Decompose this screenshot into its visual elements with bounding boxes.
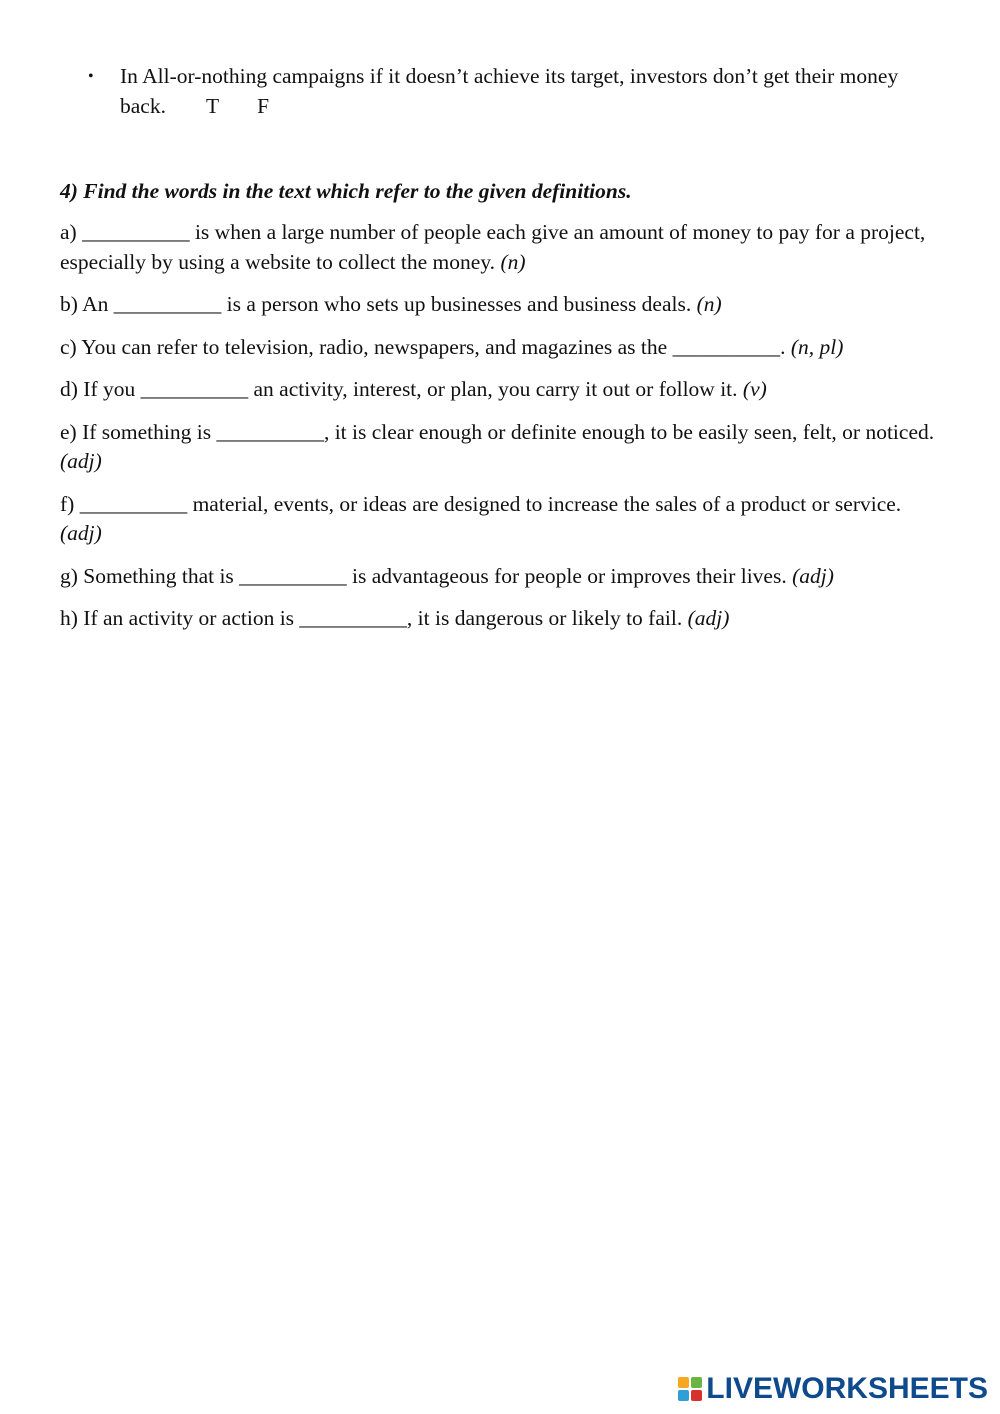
part-of-speech: (n) (500, 249, 526, 274)
true-false-statement: In All-or-nothing campaigns if it doesn’t achieve its target, investors don’t get their money back. (120, 64, 899, 118)
item-letter: c) (60, 334, 77, 359)
logo-square-3 (678, 1390, 689, 1401)
item-letter: d) (60, 377, 78, 401)
answer-blank[interactable]: __________ (140, 377, 249, 401)
definition-item-c (60, 333, 945, 363)
bullet-icon: • (88, 68, 94, 85)
definition-text: is advantageous for people or improves their lives. (346, 563, 793, 588)
part-of-speech: (n) (696, 292, 722, 316)
definition-item-d (60, 375, 945, 405)
answer-blank[interactable]: __________ (82, 220, 190, 244)
part-of-speech: (v) (742, 377, 767, 401)
logo-square-2 (691, 1377, 702, 1388)
logo-text: LIVEWORKSHEETS (706, 1372, 988, 1405)
definition-item-g (60, 562, 945, 592)
item-letter: a) (60, 220, 77, 244)
item-letter: h) (60, 606, 78, 630)
item-letter: f) (60, 491, 75, 516)
part-of-speech: (adj) (60, 449, 102, 473)
definition-lead-text: You can refer to television, radio, newspapers, and magazines as the (76, 334, 668, 359)
definition-lead-text: An (77, 292, 109, 316)
definition-text: material, events, or ideas are designed to increase the sales of a product or service. (187, 491, 902, 516)
section-4-heading: 4) Find the words in the text which refer to the given definitions. (60, 179, 632, 203)
definition-item-h (60, 604, 945, 634)
definition-lead-text: If an activity or action is (77, 606, 295, 630)
true-false-text-block (120, 62, 948, 121)
definition-item-b (60, 290, 945, 320)
answer-blank[interactable]: __________ (216, 419, 324, 444)
part-of-speech: (adj) (60, 521, 102, 545)
liveworksheets-logo (678, 1372, 988, 1406)
definition-lead-text: If something is (76, 419, 212, 444)
false-option[interactable]: F (257, 93, 270, 118)
liveworksheets-logo-icon (678, 1377, 702, 1401)
definition-text: . (780, 334, 791, 359)
definition-text: , it is clear enough or definite enough to be easily seen, felt, or noticed. (323, 419, 935, 444)
true-false-item (88, 62, 948, 121)
item-letter: e) (60, 419, 77, 444)
answer-blank[interactable]: __________ (672, 334, 781, 359)
definitions-list (60, 218, 945, 647)
logo-square-1 (678, 1377, 689, 1388)
definition-text: , it is dangerous or likely to fail. (406, 606, 688, 630)
definition-lead-text: If you (77, 377, 136, 401)
answer-blank[interactable]: __________ (113, 292, 222, 316)
definition-lead-text: Something that is (77, 563, 234, 588)
definition-item-f (60, 490, 945, 549)
answer-blank[interactable]: __________ (299, 606, 407, 630)
true-option[interactable]: T (205, 93, 220, 118)
definition-item-e (60, 418, 945, 477)
answer-blank[interactable]: __________ (239, 563, 347, 588)
definition-item-a (60, 218, 945, 277)
part-of-speech: (n, pl) (790, 334, 844, 359)
definition-text: an activity, interest, or plan, you carry it out or follow it. (248, 377, 743, 401)
item-letter: g) (60, 563, 78, 588)
definition-text: is when a large number of people each give an amount of money to pay for a project, especially by using a website to collect the money. (60, 220, 926, 274)
logo-square-4 (691, 1390, 702, 1401)
answer-blank[interactable]: __________ (79, 491, 188, 516)
part-of-speech: (adj) (687, 606, 730, 630)
part-of-speech: (adj) (792, 563, 834, 588)
item-letter: b) (60, 292, 78, 316)
definition-text: is a person who sets up businesses and business deals. (221, 292, 697, 316)
